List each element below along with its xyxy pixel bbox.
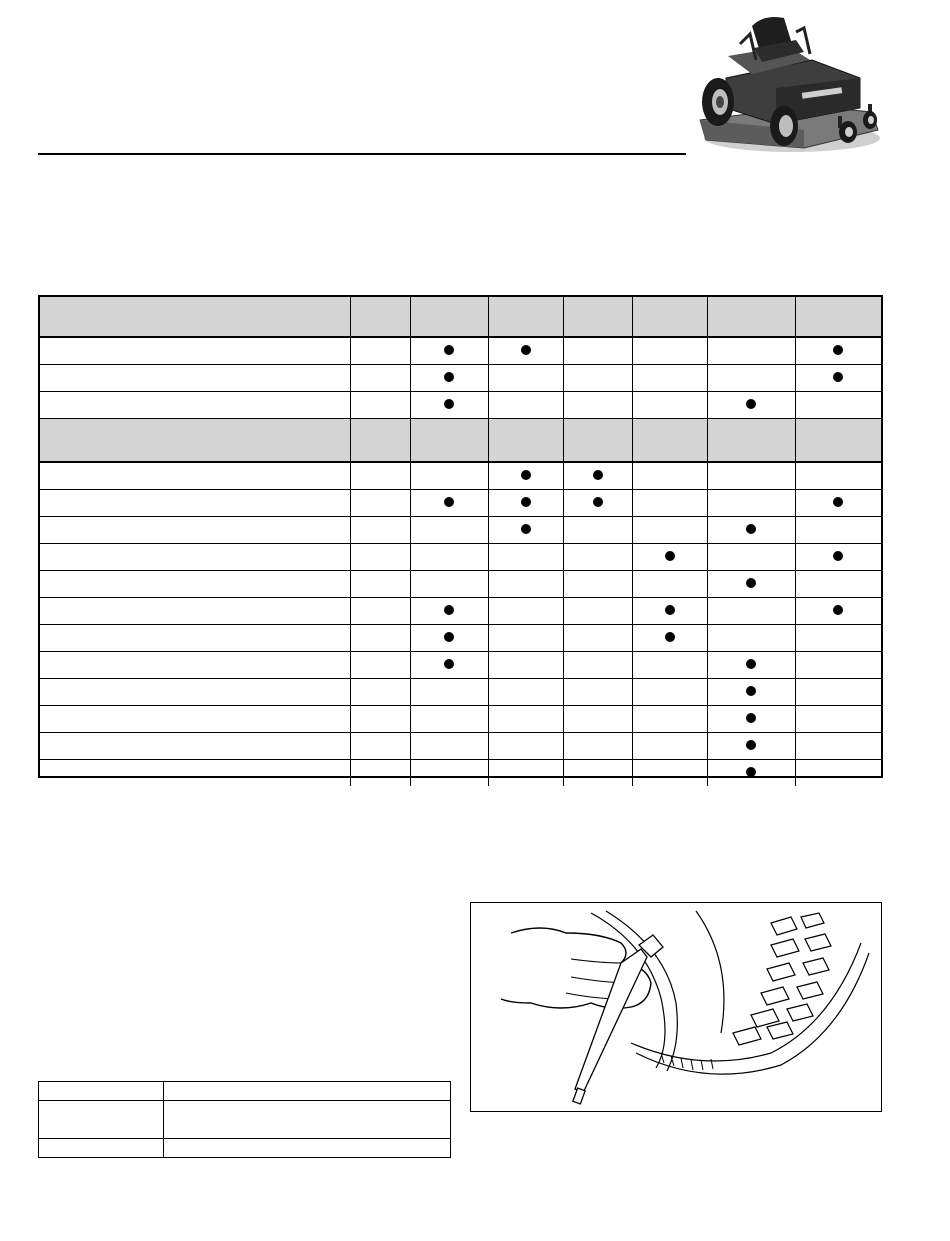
interval-dot-icon bbox=[444, 372, 454, 382]
chart-cell bbox=[795, 364, 881, 391]
chart-cell bbox=[410, 597, 488, 624]
interval-dot-icon bbox=[444, 632, 454, 642]
interval-dot-icon bbox=[833, 345, 843, 355]
chart-header-cell bbox=[40, 297, 350, 337]
chart-cell bbox=[632, 543, 707, 570]
chart-cell bbox=[707, 337, 795, 364]
interval-dot-icon bbox=[665, 605, 675, 615]
chart-cell bbox=[795, 337, 881, 364]
chart-cell bbox=[40, 462, 350, 489]
chart-cell bbox=[707, 759, 795, 786]
chart-header-cell bbox=[350, 418, 410, 462]
chart-row bbox=[40, 391, 881, 418]
interval-dot-icon bbox=[593, 497, 603, 507]
chart-cell bbox=[350, 732, 410, 759]
chart-cell bbox=[488, 597, 563, 624]
chart-cell bbox=[632, 516, 707, 543]
chart-cell bbox=[707, 489, 795, 516]
interval-dot-icon bbox=[746, 659, 756, 669]
chart-header-cell bbox=[707, 297, 795, 337]
chart-header-cell bbox=[410, 418, 488, 462]
chart-cell bbox=[350, 624, 410, 651]
chart-cell bbox=[488, 624, 563, 651]
chart-cell bbox=[707, 597, 795, 624]
chart-cell bbox=[488, 337, 563, 364]
zero-turn-mower-photo bbox=[692, 8, 888, 160]
chart-cell bbox=[795, 759, 881, 786]
chart-cell bbox=[40, 570, 350, 597]
chart-cell bbox=[632, 337, 707, 364]
chart-cell bbox=[795, 705, 881, 732]
chart-cell bbox=[350, 651, 410, 678]
chart-row bbox=[40, 624, 881, 651]
interval-dot-icon bbox=[833, 372, 843, 382]
chart-cell bbox=[632, 624, 707, 651]
pressure-cell bbox=[39, 1138, 163, 1157]
chart-cell bbox=[410, 732, 488, 759]
interval-dot-icon bbox=[665, 551, 675, 561]
chart-cell bbox=[350, 489, 410, 516]
chart-cell bbox=[795, 543, 881, 570]
chart-cell bbox=[410, 651, 488, 678]
interval-dot-icon bbox=[521, 497, 531, 507]
chart-cell bbox=[632, 651, 707, 678]
chart-cell bbox=[410, 364, 488, 391]
chart-cell bbox=[410, 624, 488, 651]
chart-cell bbox=[795, 570, 881, 597]
chart-cell bbox=[632, 732, 707, 759]
pressure-row bbox=[39, 1082, 450, 1101]
chart-cell bbox=[350, 337, 410, 364]
chart-cell bbox=[40, 489, 350, 516]
chart-cell bbox=[488, 543, 563, 570]
pressure-row bbox=[39, 1138, 450, 1157]
chart-cell bbox=[410, 759, 488, 786]
chart-cell bbox=[563, 516, 632, 543]
chart-cell bbox=[632, 489, 707, 516]
chart-header-cell bbox=[488, 297, 563, 337]
chart-cell bbox=[40, 543, 350, 570]
maintenance-schedule-table bbox=[38, 295, 883, 778]
tire-pressure-table bbox=[38, 1081, 451, 1158]
chart-row bbox=[40, 337, 881, 364]
chart-cell bbox=[563, 732, 632, 759]
interval-dot-icon bbox=[746, 767, 756, 777]
chart-cell bbox=[795, 597, 881, 624]
tire-pressure-figure bbox=[470, 902, 882, 1112]
chart-cell bbox=[632, 705, 707, 732]
chart-header-cell bbox=[563, 297, 632, 337]
pressure-cell bbox=[39, 1082, 163, 1101]
chart-cell bbox=[488, 705, 563, 732]
interval-dot-icon bbox=[444, 605, 454, 615]
chart-cell bbox=[350, 364, 410, 391]
chart-cell bbox=[488, 364, 563, 391]
chart-cell bbox=[488, 759, 563, 786]
interval-dot-icon bbox=[593, 470, 603, 480]
chart-cell bbox=[707, 364, 795, 391]
chart-cell bbox=[632, 759, 707, 786]
chart-cell bbox=[795, 651, 881, 678]
chart-cell bbox=[350, 705, 410, 732]
chart-header-row bbox=[40, 297, 881, 337]
chart-cell bbox=[488, 732, 563, 759]
chart-cell bbox=[350, 516, 410, 543]
pressure-cell bbox=[163, 1138, 450, 1157]
chart-cell bbox=[563, 543, 632, 570]
chart-header-cell bbox=[632, 297, 707, 337]
chart-cell bbox=[795, 391, 881, 418]
chart-header-cell bbox=[795, 418, 881, 462]
chart-cell bbox=[632, 391, 707, 418]
chart-row bbox=[40, 489, 881, 516]
chart-cell bbox=[795, 678, 881, 705]
chart-cell bbox=[707, 516, 795, 543]
chart-row bbox=[40, 705, 881, 732]
chart-cell bbox=[410, 391, 488, 418]
chart-cell bbox=[40, 651, 350, 678]
chart-cell bbox=[563, 705, 632, 732]
chart-cell bbox=[410, 705, 488, 732]
chart-row bbox=[40, 570, 881, 597]
chart-cell bbox=[488, 516, 563, 543]
interval-dot-icon bbox=[746, 524, 756, 534]
chart-header-row bbox=[40, 418, 881, 462]
chart-cell bbox=[410, 337, 488, 364]
chart-cell bbox=[350, 759, 410, 786]
chart-row bbox=[40, 732, 881, 759]
chart-header-cell bbox=[707, 418, 795, 462]
chart-cell bbox=[707, 732, 795, 759]
interval-dot-icon bbox=[521, 345, 531, 355]
chart-cell bbox=[410, 462, 488, 489]
chart-cell bbox=[410, 516, 488, 543]
chart-cell bbox=[410, 489, 488, 516]
chart-cell bbox=[40, 364, 350, 391]
interval-dot-icon bbox=[833, 551, 843, 561]
chart-row bbox=[40, 678, 881, 705]
chart-cell bbox=[350, 391, 410, 418]
chart-row bbox=[40, 462, 881, 489]
chart-cell bbox=[563, 570, 632, 597]
chart-cell bbox=[350, 570, 410, 597]
chart-cell bbox=[707, 705, 795, 732]
chart-cell bbox=[563, 364, 632, 391]
chart-cell bbox=[40, 732, 350, 759]
chart-cell bbox=[40, 337, 350, 364]
chart-cell bbox=[488, 391, 563, 418]
chart-cell bbox=[40, 678, 350, 705]
chart-row bbox=[40, 651, 881, 678]
interval-dot-icon bbox=[444, 659, 454, 669]
chart-cell bbox=[563, 337, 632, 364]
chart-cell bbox=[350, 678, 410, 705]
tire-pressure-gauge-illustration bbox=[471, 903, 881, 1111]
pressure-cell bbox=[163, 1082, 450, 1101]
chart-cell bbox=[350, 543, 410, 570]
chart-cell bbox=[488, 651, 563, 678]
chart-row bbox=[40, 516, 881, 543]
chart-row bbox=[40, 759, 881, 786]
interval-dot-icon bbox=[746, 686, 756, 696]
interval-dot-icon bbox=[444, 399, 454, 409]
interval-dot-icon bbox=[444, 497, 454, 507]
pressure-cell bbox=[163, 1101, 450, 1139]
chart-cell bbox=[350, 597, 410, 624]
pressure-row bbox=[39, 1101, 450, 1139]
chart-header-cell bbox=[795, 297, 881, 337]
chart-cell bbox=[795, 489, 881, 516]
chart-cell bbox=[563, 597, 632, 624]
chart-cell bbox=[795, 624, 881, 651]
header-rule bbox=[38, 153, 686, 155]
interval-dot-icon bbox=[746, 740, 756, 750]
chart-cell bbox=[488, 678, 563, 705]
interval-dot-icon bbox=[444, 345, 454, 355]
interval-dot-icon bbox=[833, 605, 843, 615]
chart-cell bbox=[563, 678, 632, 705]
chart-cell bbox=[563, 759, 632, 786]
chart-row bbox=[40, 597, 881, 624]
chart-cell bbox=[40, 624, 350, 651]
pressure-cell bbox=[39, 1101, 163, 1139]
chart-cell bbox=[410, 570, 488, 597]
interval-dot-icon bbox=[746, 399, 756, 409]
chart-cell bbox=[40, 391, 350, 418]
chart-header-cell bbox=[488, 418, 563, 462]
chart-cell bbox=[707, 391, 795, 418]
chart-cell bbox=[707, 651, 795, 678]
chart-cell bbox=[707, 543, 795, 570]
interval-dot-icon bbox=[521, 470, 531, 480]
chart-cell bbox=[632, 364, 707, 391]
chart-cell bbox=[563, 391, 632, 418]
chart-cell bbox=[350, 462, 410, 489]
interval-dot-icon bbox=[746, 713, 756, 723]
interval-dot-icon bbox=[833, 497, 843, 507]
chart-cell bbox=[795, 732, 881, 759]
chart-cell bbox=[795, 462, 881, 489]
chart-cell bbox=[488, 489, 563, 516]
chart-cell bbox=[707, 570, 795, 597]
chart-cell bbox=[632, 462, 707, 489]
chart-cell bbox=[563, 489, 632, 516]
chart-cell bbox=[40, 759, 350, 786]
chart-cell bbox=[40, 516, 350, 543]
chart-cell bbox=[563, 624, 632, 651]
chart-cell bbox=[563, 651, 632, 678]
chart-header-cell bbox=[350, 297, 410, 337]
chart-cell bbox=[707, 624, 795, 651]
chart-cell bbox=[563, 462, 632, 489]
chart-header-cell bbox=[632, 418, 707, 462]
chart-cell bbox=[632, 597, 707, 624]
chart-cell bbox=[632, 678, 707, 705]
chart-row bbox=[40, 364, 881, 391]
chart-cell bbox=[488, 462, 563, 489]
interval-dot-icon bbox=[665, 632, 675, 642]
chart-cell bbox=[40, 597, 350, 624]
chart-cell bbox=[40, 705, 350, 732]
chart-header-cell bbox=[410, 297, 488, 337]
chart-cell bbox=[488, 570, 563, 597]
interval-dot-icon bbox=[746, 578, 756, 588]
chart-cell bbox=[707, 462, 795, 489]
chart-header-cell bbox=[40, 418, 350, 462]
interval-dot-icon bbox=[521, 524, 531, 534]
chart-cell bbox=[410, 543, 488, 570]
chart-header-cell bbox=[563, 418, 632, 462]
chart-row bbox=[40, 543, 881, 570]
chart-cell bbox=[707, 678, 795, 705]
chart-cell bbox=[632, 570, 707, 597]
chart-cell bbox=[795, 516, 881, 543]
chart-cell bbox=[410, 678, 488, 705]
